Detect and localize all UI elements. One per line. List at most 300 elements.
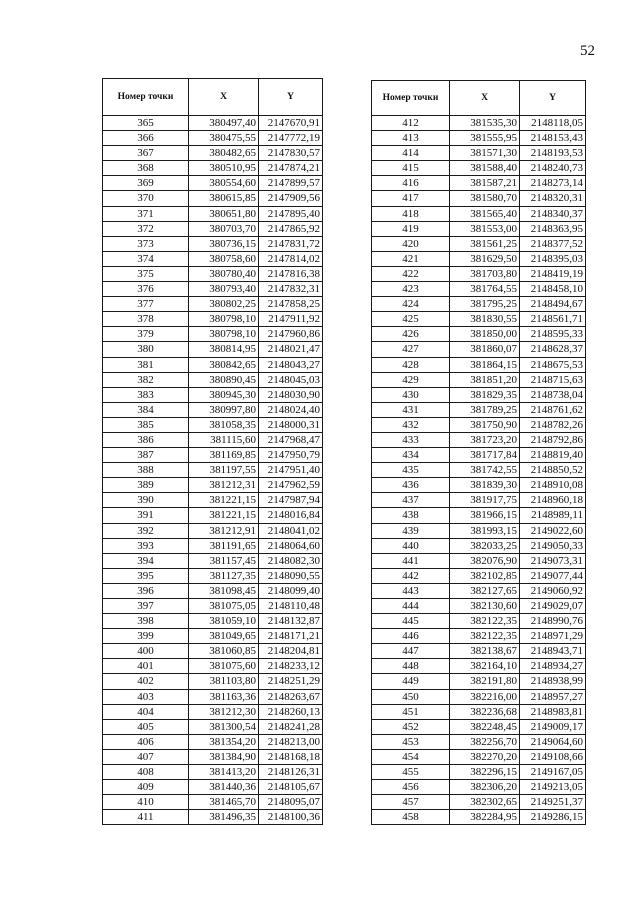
point-number-cell: 398 [103,614,189,629]
table-row [372,282,586,297]
point-number-cell: 411 [103,810,189,825]
point-number-cell: 433 [372,432,450,447]
table-row [103,327,323,342]
table-row [372,161,586,176]
point-number-cell: 381 [103,357,189,372]
table-row [103,749,323,764]
table-row [372,131,586,146]
point-number-cell: 391 [103,508,189,523]
x-coordinate-cell: 380615,85 [189,191,259,206]
y-coordinate-cell: 2148204,81 [259,644,323,659]
point-number-cell: 445 [372,614,450,629]
x-coordinate-cell: 381127,35 [189,568,259,583]
table-row [372,508,586,523]
table-row [103,478,323,493]
table-row [372,176,586,191]
point-number-cell: 458 [372,810,450,825]
table-row [372,523,586,538]
table-row [372,116,586,131]
table-row [103,357,323,372]
y-coordinate-cell: 2148595,33 [520,327,586,342]
y-coordinate-cell: 2147772,19 [259,131,323,146]
point-number-cell: 394 [103,553,189,568]
column-header-x: X [450,81,520,116]
x-coordinate-cell: 381103,80 [189,674,259,689]
point-number-cell: 449 [372,674,450,689]
table-row [103,176,323,191]
point-number-cell: 377 [103,297,189,312]
table-row [372,644,586,659]
y-coordinate-cell: 2148782,26 [520,417,586,432]
table-row [372,734,586,749]
point-number-cell: 438 [372,508,450,523]
y-coordinate-cell: 2149167,05 [520,765,586,780]
table-row [103,191,323,206]
y-coordinate-cell: 2149077,44 [520,568,586,583]
point-number-cell: 397 [103,599,189,614]
x-coordinate-cell: 380798,10 [189,327,259,342]
table-row [103,312,323,327]
x-coordinate-cell: 381993,15 [450,523,520,538]
x-coordinate-cell: 380890,45 [189,372,259,387]
point-number-cell: 447 [372,644,450,659]
point-number-cell: 367 [103,146,189,161]
column-header-y: Y [520,81,586,116]
point-number-cell: 405 [103,719,189,734]
y-coordinate-cell: 2148000,31 [259,417,323,432]
x-coordinate-cell: 381060,85 [189,644,259,659]
x-coordinate-cell: 382122,35 [450,629,520,644]
table-row [372,236,586,251]
x-coordinate-cell: 380475,55 [189,131,259,146]
x-coordinate-cell: 380798,10 [189,312,259,327]
y-coordinate-cell: 2148105,67 [259,780,323,795]
column-header-x: X [189,79,259,116]
x-coordinate-cell: 382076,90 [450,553,520,568]
y-coordinate-cell: 2148260,13 [259,704,323,719]
x-coordinate-cell: 382306,20 [450,780,520,795]
point-number-cell: 417 [372,191,450,206]
point-number-cell: 382 [103,372,189,387]
x-coordinate-cell: 381115,60 [189,432,259,447]
table-row [103,629,323,644]
x-coordinate-cell: 381966,15 [450,508,520,523]
column-header-number: Номер точки [103,79,189,116]
point-number-cell: 418 [372,206,450,221]
y-coordinate-cell: 2149064,60 [520,734,586,749]
point-number-cell: 446 [372,629,450,644]
table-row [372,765,586,780]
point-number-cell: 372 [103,221,189,236]
table-row [103,493,323,508]
y-coordinate-cell: 2147960,86 [259,327,323,342]
point-number-cell: 390 [103,493,189,508]
table-body-right [372,116,586,825]
y-coordinate-cell: 2147951,40 [259,463,323,478]
point-number-cell: 422 [372,266,450,281]
y-coordinate-cell: 2147987,94 [259,493,323,508]
y-coordinate-cell: 2148628,37 [520,342,586,357]
point-number-cell: 393 [103,538,189,553]
x-coordinate-cell: 382248,45 [450,719,520,734]
table-row [103,780,323,795]
y-coordinate-cell: 2148082,30 [259,553,323,568]
table-row [372,387,586,402]
table-row [372,463,586,478]
table-row [372,553,586,568]
table-row [103,795,323,810]
y-coordinate-cell: 2148110,48 [259,599,323,614]
coordinates-table-right [371,80,586,825]
x-coordinate-cell: 381496,35 [189,810,259,825]
page-number: 52 [580,43,595,59]
table-row [372,583,586,598]
x-coordinate-cell: 381058,35 [189,417,259,432]
y-coordinate-cell: 2148943,71 [520,644,586,659]
x-coordinate-cell: 381829,35 [450,387,520,402]
point-number-cell: 403 [103,689,189,704]
point-number-cell: 452 [372,719,450,734]
x-coordinate-cell: 381795,25 [450,297,520,312]
y-coordinate-cell: 2147865,92 [259,221,323,236]
y-coordinate-cell: 2148494,67 [520,297,586,312]
x-coordinate-cell: 381571,30 [450,146,520,161]
point-number-cell: 455 [372,765,450,780]
x-coordinate-cell: 381742,55 [450,463,520,478]
x-coordinate-cell: 382256,70 [450,734,520,749]
table-row [103,432,323,447]
y-coordinate-cell: 2148263,67 [259,689,323,704]
y-coordinate-cell: 2147950,79 [259,448,323,463]
table-row [103,583,323,598]
table-row [372,432,586,447]
x-coordinate-cell: 382102,85 [450,568,520,583]
y-coordinate-cell: 2148938,99 [520,674,586,689]
y-coordinate-cell: 2148377,52 [520,236,586,251]
x-coordinate-cell: 380780,40 [189,266,259,281]
table-row [103,765,323,780]
x-coordinate-cell: 380945,30 [189,387,259,402]
table-row [372,266,586,281]
table-row [372,568,586,583]
y-coordinate-cell: 2147670,91 [259,116,323,131]
table-row [103,282,323,297]
table-row [103,508,323,523]
x-coordinate-cell: 381860,07 [450,342,520,357]
table-row [103,463,323,478]
point-number-cell: 389 [103,478,189,493]
y-coordinate-cell: 2148153,43 [520,131,586,146]
y-coordinate-cell: 2148099,40 [259,583,323,598]
table-row [103,146,323,161]
point-number-cell: 421 [372,251,450,266]
x-coordinate-cell: 381191,65 [189,538,259,553]
x-coordinate-cell: 380997,80 [189,402,259,417]
point-number-cell: 427 [372,342,450,357]
x-coordinate-cell: 381764,55 [450,282,520,297]
y-coordinate-cell: 2149022,60 [520,523,586,538]
y-coordinate-cell: 2148983,81 [520,704,586,719]
x-coordinate-cell: 382302,65 [450,795,520,810]
x-coordinate-cell: 381197,55 [189,463,259,478]
y-coordinate-cell: 2148021,47 [259,342,323,357]
table-row [103,236,323,251]
point-number-cell: 409 [103,780,189,795]
point-number-cell: 366 [103,131,189,146]
table-row [372,538,586,553]
point-number-cell: 442 [372,568,450,583]
y-coordinate-cell: 2149213,05 [520,780,586,795]
table-row [372,719,586,734]
y-coordinate-cell: 2148850,52 [520,463,586,478]
table-row [103,161,323,176]
table-row [103,614,323,629]
x-coordinate-cell: 380510,95 [189,161,259,176]
point-number-cell: 436 [372,478,450,493]
point-number-cell: 428 [372,357,450,372]
y-coordinate-cell: 2147899,57 [259,176,323,191]
point-number-cell: 395 [103,568,189,583]
y-coordinate-cell: 2148395,03 [520,251,586,266]
point-number-cell: 430 [372,387,450,402]
x-coordinate-cell: 380793,40 [189,282,259,297]
table-row [372,312,586,327]
table-row [372,614,586,629]
y-coordinate-cell: 2149029,07 [520,599,586,614]
table-row [103,523,323,538]
point-number-cell: 371 [103,206,189,221]
table-row [103,704,323,719]
table-header-row [372,81,586,116]
y-coordinate-cell: 2148715,63 [520,372,586,387]
y-coordinate-cell: 2148024,40 [259,402,323,417]
table-row [103,734,323,749]
x-coordinate-cell: 381169,85 [189,448,259,463]
x-coordinate-cell: 381098,45 [189,583,259,598]
point-number-cell: 369 [103,176,189,191]
x-coordinate-cell: 381750,90 [450,417,520,432]
x-coordinate-cell: 381851,20 [450,372,520,387]
point-number-cell: 423 [372,282,450,297]
y-coordinate-cell: 2148819,40 [520,448,586,463]
x-coordinate-cell: 381059,10 [189,614,259,629]
x-coordinate-cell: 380651,80 [189,206,259,221]
y-coordinate-cell: 2148989,11 [520,508,586,523]
point-number-cell: 400 [103,644,189,659]
table-row [372,704,586,719]
x-coordinate-cell: 381850,00 [450,327,520,342]
x-coordinate-cell: 381561,25 [450,236,520,251]
y-coordinate-cell: 2148910,08 [520,478,586,493]
x-coordinate-cell: 381789,25 [450,402,520,417]
x-coordinate-cell: 380482,65 [189,146,259,161]
y-coordinate-cell: 2147962,59 [259,478,323,493]
y-coordinate-cell: 2147858,25 [259,297,323,312]
y-coordinate-cell: 2147816,38 [259,266,323,281]
point-number-cell: 386 [103,432,189,447]
table-row [103,644,323,659]
x-coordinate-cell: 382122,35 [450,614,520,629]
x-coordinate-cell: 381629,50 [450,251,520,266]
y-coordinate-cell: 2148126,31 [259,765,323,780]
y-coordinate-cell: 2147968,47 [259,432,323,447]
point-number-cell: 448 [372,659,450,674]
x-coordinate-cell: 380736,15 [189,236,259,251]
table-row [372,402,586,417]
point-number-cell: 412 [372,116,450,131]
y-coordinate-cell: 2148340,37 [520,206,586,221]
column-header-number: Номер точки [372,81,450,116]
table-row [372,795,586,810]
table-row [103,448,323,463]
point-number-cell: 426 [372,327,450,342]
y-coordinate-cell: 2148320,31 [520,191,586,206]
table-row [103,297,323,312]
x-coordinate-cell: 382216,00 [450,689,520,704]
y-coordinate-cell: 2148041,02 [259,523,323,538]
table-row [372,206,586,221]
x-coordinate-cell: 381413,20 [189,765,259,780]
point-number-cell: 413 [372,131,450,146]
point-number-cell: 378 [103,312,189,327]
x-coordinate-cell: 381157,45 [189,553,259,568]
y-coordinate-cell: 2148030,90 [259,387,323,402]
y-coordinate-cell: 2149251,37 [520,795,586,810]
point-number-cell: 434 [372,448,450,463]
x-coordinate-cell: 380497,40 [189,116,259,131]
y-coordinate-cell: 2148561,71 [520,312,586,327]
table-row [372,191,586,206]
x-coordinate-cell: 381075,05 [189,599,259,614]
x-coordinate-cell: 381555,95 [450,131,520,146]
table-row [372,780,586,795]
y-coordinate-cell: 2148738,04 [520,387,586,402]
table-row [372,674,586,689]
y-coordinate-cell: 2147831,72 [259,236,323,251]
y-coordinate-cell: 2148960,18 [520,493,586,508]
x-coordinate-cell: 380758,60 [189,251,259,266]
x-coordinate-cell: 382033,25 [450,538,520,553]
point-number-cell: 414 [372,146,450,161]
y-coordinate-cell: 2149009,17 [520,719,586,734]
x-coordinate-cell: 382236,68 [450,704,520,719]
point-number-cell: 373 [103,236,189,251]
point-number-cell: 450 [372,689,450,704]
x-coordinate-cell: 382127,65 [450,583,520,598]
table-row [372,327,586,342]
x-coordinate-cell: 381703,80 [450,266,520,281]
point-number-cell: 407 [103,749,189,764]
table-row [103,387,323,402]
table-row [372,629,586,644]
point-number-cell: 419 [372,221,450,236]
y-coordinate-cell: 2148241,28 [259,719,323,734]
table-row [372,357,586,372]
y-coordinate-cell: 2148934,27 [520,659,586,674]
point-number-cell: 439 [372,523,450,538]
table-row [103,251,323,266]
x-coordinate-cell: 381588,40 [450,161,520,176]
y-coordinate-cell: 2148990,76 [520,614,586,629]
x-coordinate-cell: 381049,65 [189,629,259,644]
y-coordinate-cell: 2148100,36 [259,810,323,825]
point-number-cell: 374 [103,251,189,266]
point-number-cell: 380 [103,342,189,357]
point-number-cell: 396 [103,583,189,598]
table-row [372,417,586,432]
y-coordinate-cell: 2149050,33 [520,538,586,553]
table-row [372,659,586,674]
table-row [103,674,323,689]
point-number-cell: 383 [103,387,189,402]
table-row [372,810,586,825]
table-row [103,659,323,674]
y-coordinate-cell: 2148095,07 [259,795,323,810]
point-number-cell: 431 [372,402,450,417]
x-coordinate-cell: 381864,15 [450,357,520,372]
table-row [103,131,323,146]
x-coordinate-cell: 381221,15 [189,508,259,523]
point-number-cell: 437 [372,493,450,508]
y-coordinate-cell: 2148090,55 [259,568,323,583]
table-row [372,749,586,764]
x-coordinate-cell: 381212,31 [189,478,259,493]
table-row [372,297,586,312]
point-number-cell: 440 [372,538,450,553]
point-number-cell: 401 [103,659,189,674]
y-coordinate-cell: 2148273,14 [520,176,586,191]
table-row [372,493,586,508]
y-coordinate-cell: 2148016,84 [259,508,323,523]
y-coordinate-cell: 2148045,03 [259,372,323,387]
x-coordinate-cell: 381580,70 [450,191,520,206]
table-row [103,116,323,131]
x-coordinate-cell: 380554,60 [189,176,259,191]
point-number-cell: 402 [103,674,189,689]
table-row [103,689,323,704]
x-coordinate-cell: 382284,95 [450,810,520,825]
point-number-cell: 453 [372,734,450,749]
y-coordinate-cell: 2148957,27 [520,689,586,704]
x-coordinate-cell: 381553,00 [450,221,520,236]
table-row [103,553,323,568]
x-coordinate-cell: 382191,80 [450,674,520,689]
table-row [372,689,586,704]
y-coordinate-cell: 2148363,95 [520,221,586,236]
x-coordinate-cell: 381440,36 [189,780,259,795]
y-coordinate-cell: 2148213,00 [259,734,323,749]
y-coordinate-cell: 2148251,29 [259,674,323,689]
y-coordinate-cell: 2147832,31 [259,282,323,297]
table-row [103,417,323,432]
x-coordinate-cell: 381212,91 [189,523,259,538]
point-number-cell: 424 [372,297,450,312]
point-number-cell: 384 [103,402,189,417]
point-number-cell: 432 [372,417,450,432]
point-number-cell: 365 [103,116,189,131]
x-coordinate-cell: 380703,70 [189,221,259,236]
x-coordinate-cell: 381565,40 [450,206,520,221]
y-coordinate-cell: 2148168,18 [259,749,323,764]
point-number-cell: 454 [372,749,450,764]
point-number-cell: 392 [103,523,189,538]
y-coordinate-cell: 2147874,21 [259,161,323,176]
x-coordinate-cell: 381830,55 [450,312,520,327]
point-number-cell: 379 [103,327,189,342]
y-coordinate-cell: 2148132,87 [259,614,323,629]
x-coordinate-cell: 382296,15 [450,765,520,780]
x-coordinate-cell: 382164,10 [450,659,520,674]
